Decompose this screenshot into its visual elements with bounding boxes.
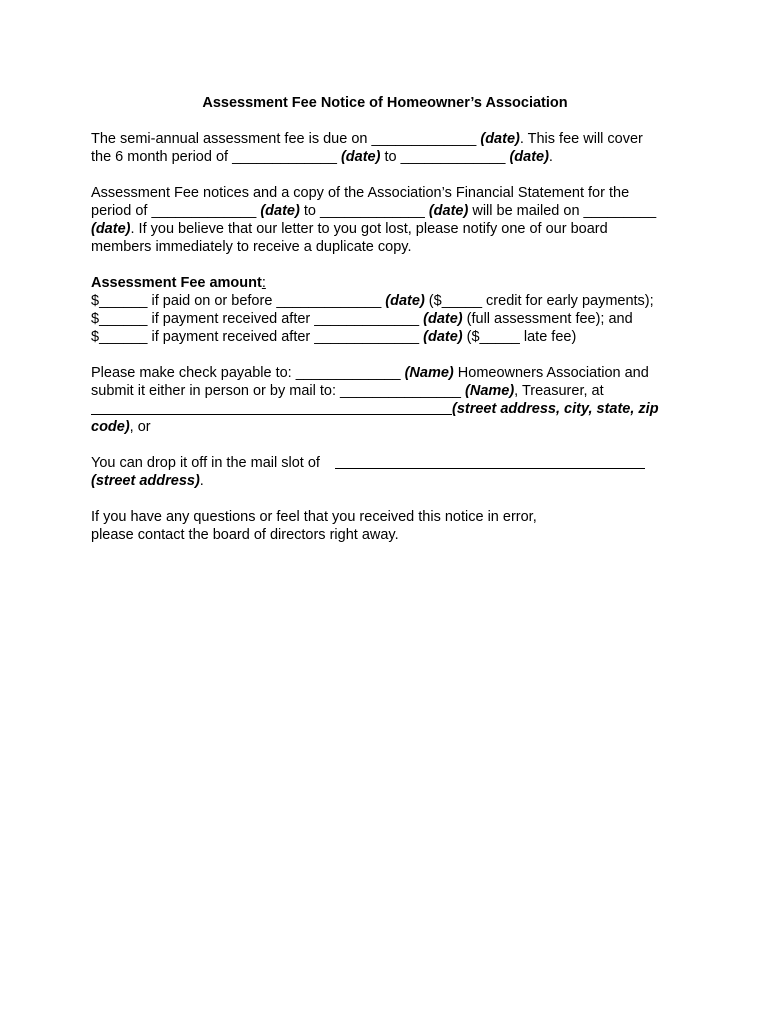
fee-row-full — [91, 310, 633, 328]
text-segment: the 6 month period of _____________ — [91, 149, 341, 165]
date-placeholder-label: (date) — [91, 221, 131, 237]
text-segment: , or — [129, 419, 151, 435]
mail-slot-blank-rule — [335, 468, 645, 469]
text-segment: , Treasurer, at — [514, 383, 604, 399]
paragraph-due-date-line-2 — [91, 148, 553, 166]
text-segment: The semi-annual assessment fee is due on _____________ — [91, 131, 481, 147]
text-segment: $______ if payment received after _____________ — [91, 311, 424, 327]
text-segment: period of _____________ — [91, 203, 261, 219]
mail-slot-line-1 — [91, 454, 320, 472]
payment-line-3 — [452, 400, 659, 418]
paragraph-due-date-line-1 — [91, 130, 643, 148]
address-placeholder-label: (street address, city, state, zip — [452, 401, 659, 417]
date-placeholder-label: (date) — [423, 311, 463, 327]
text-segment: ($_____ credit for early payments); — [424, 293, 654, 309]
text-segment: You can drop it off in the mail slot of — [91, 455, 320, 471]
payment-line-1 — [91, 364, 649, 382]
text-segment: Please make check payable to: _____________ — [91, 365, 405, 381]
assessment-amount-heading — [91, 274, 266, 292]
paragraph-notices-line-1: Assessment Fee notices and a copy of the Association’s Financial Statement for the — [91, 185, 630, 201]
date-placeholder-label: (date) — [480, 131, 520, 147]
paragraph-notices-line-4: members immediately to receive a duplicate copy. — [91, 239, 412, 255]
date-placeholder-label: (date) — [509, 149, 549, 165]
paragraph-notices-line-2 — [91, 202, 656, 220]
text-segment: to _____________ — [299, 203, 429, 219]
date-placeholder-label: (date) — [260, 203, 300, 219]
fee-row-late — [91, 328, 576, 346]
payment-line-4 — [91, 418, 151, 436]
document-title: Assessment Fee Notice of Homeowner’s Association — [202, 95, 568, 111]
text-segment: . If you believe that our letter to you got lost, please notify one of our board — [130, 221, 608, 237]
mail-slot-line-2 — [91, 472, 204, 490]
date-placeholder-label: (date) — [340, 149, 381, 165]
address-placeholder-label: code) — [91, 419, 130, 435]
name-placeholder-label: (Name) — [465, 383, 515, 399]
contact-line-2: please contact the board of directors right away. — [91, 527, 399, 543]
heading-colon: : — [261, 275, 266, 291]
name-placeholder-label: (Name) — [404, 365, 454, 381]
text-segment: submit it either in person or by mail to: _______________ — [91, 383, 466, 399]
paragraph-notices-line-3 — [91, 220, 608, 238]
contact-line-1: If you have any questions or feel that you received this notice in error, — [91, 509, 537, 525]
text-segment: $______ if paid on or before _____________ — [91, 293, 386, 309]
text-segment: to _____________ — [380, 149, 510, 165]
address-blank-rule — [91, 414, 452, 415]
date-placeholder-label: (date) — [428, 203, 469, 219]
text-segment: Homeowners Association and — [453, 365, 649, 381]
date-placeholder-label: (date) — [423, 329, 463, 345]
text-segment: will be mailed on _________ — [468, 203, 657, 219]
text-segment: ($_____ late fee) — [462, 329, 577, 345]
text-segment: (full assessment fee); and — [462, 311, 633, 327]
heading-text: Assessment Fee amount — [91, 275, 262, 291]
text-segment: . — [548, 149, 553, 165]
address-placeholder-label: (street address) — [91, 473, 200, 489]
fee-row-early — [91, 292, 654, 310]
text-segment: . — [199, 473, 204, 489]
text-segment: . This fee will cover — [519, 131, 643, 147]
date-placeholder-label: (date) — [385, 293, 425, 309]
payment-line-2 — [91, 382, 604, 400]
text-segment: $______ if payment received after _____________ — [91, 329, 424, 345]
